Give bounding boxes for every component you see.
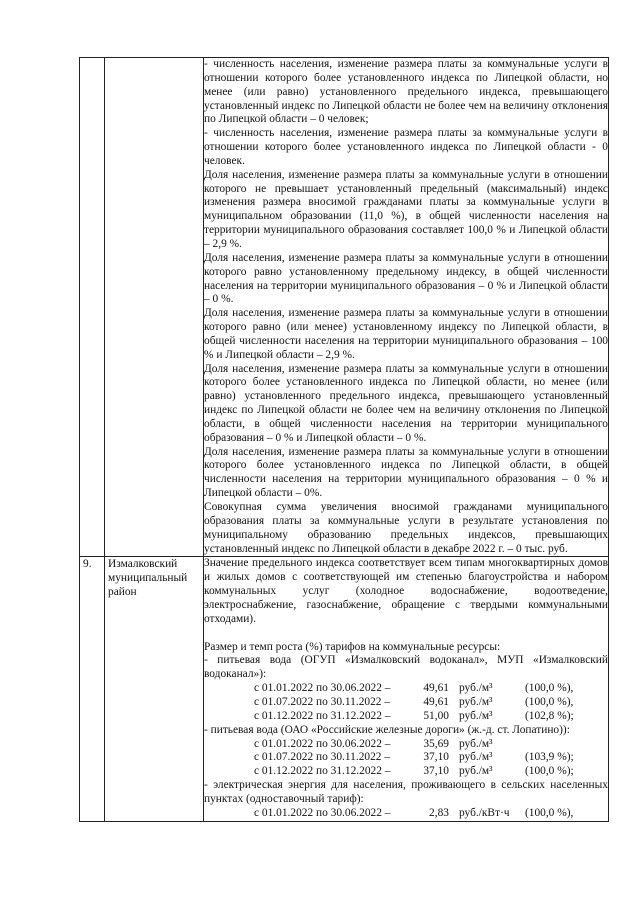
tariff-unit: руб./м³ bbox=[458, 695, 493, 708]
tariff-row bbox=[204, 807, 608, 821]
paragraph: - численность населения, изменение размера платы за коммунальные услуги в отношении которого более установленного индекса по Липецкой области, но менее (или равно) установленного предельного индекса, превышающего установленный индекс по Липецкой области не более чем на величину отклонения по Липецкой области – 0 человек; bbox=[204, 58, 608, 126]
tariff-value: 37,10 bbox=[423, 751, 449, 764]
tariff-value: 49,61 bbox=[423, 695, 449, 708]
tariff-value: 2,83 bbox=[429, 806, 449, 819]
paragraph: Доля населения, изменение размера платы за коммунальные услуги в отношении которого равно (или менее) установленному индексу по Липецкой области, в общей численности населения на территории муниципального образования – 100 % и Липецкой области – 2,9 %. bbox=[204, 307, 608, 361]
area-name-cell bbox=[105, 557, 204, 821]
tariff-growth: (100,0 %), bbox=[524, 682, 574, 695]
tariff-unit: руб./м³ bbox=[458, 765, 493, 778]
row-number-cell bbox=[80, 58, 105, 557]
paragraph: Доля населения, изменение размера платы за коммунальные услуги в отношении которого более установленного индекса по Липецкой области, в общей численности населения на территории муниципального образования – 0 % и Липецкой области – 0%. bbox=[204, 445, 608, 500]
tariff-period: с 01.01.2022 по 30.06.2022 – bbox=[254, 682, 391, 695]
tariff-row bbox=[204, 696, 608, 710]
tariff-group-title: - питьевая вода (ОАО «Российские железные дороги» (ж.-д. ст. Лопатино)): bbox=[204, 723, 570, 736]
tariff-period: с 01.07.2022 по 30.11.2022 – bbox=[254, 751, 391, 764]
area-name: Измалковский муниципальный район bbox=[108, 558, 188, 599]
tariff-period: с 01.07.2022 по 30.11.2022 – bbox=[254, 695, 391, 708]
paragraph: Доля населения, изменение размера платы за коммунальные услуги в отношении которого равно установленному предельному индексу, в общей численности населения на территории муниципального образования – 0 % и Липецкой области – 0 %. bbox=[204, 251, 608, 306]
paragraph: Доля населения, изменение размера платы за коммунальные услуги в отношении которого более установленного индекса по Липецкой области, но менее (или равно) установленного предельного индекса, превышающего установленный индекс по Липецкой области не более чем на величину отклонения по Липецкой области, в общей численности населения на территории муниципального образования – 0 % и Липецкой области – 0 %. bbox=[204, 362, 608, 444]
report-table bbox=[79, 57, 609, 822]
tariff-growth: (102,8 %); bbox=[524, 709, 574, 722]
row-number-cell bbox=[80, 557, 105, 821]
tariff-period: с 01.01.2022 по 30.06.2022 – bbox=[254, 806, 391, 819]
tariff-growth: (100,0 %), bbox=[524, 806, 574, 819]
area-name-cell bbox=[105, 58, 204, 557]
tariff-value: 49,61 bbox=[423, 682, 449, 695]
spacer bbox=[204, 627, 608, 641]
paragraph: - численность населения, изменение размера платы за коммунальные услуги в отношении которого более установленного индекса по Липецкой области - 0 человек. bbox=[204, 127, 608, 167]
tariff-row bbox=[204, 751, 608, 765]
paragraph: Совокупная сумма увеличения вносимой гражданами муниципального образования платы за коммунальные услуги в результате установления по муниципальному образованию предельных индексов, превышающих установленный индекс по Липецкой области в декабре 2022 г. – 0 тыс. руб. bbox=[204, 501, 608, 555]
tariff-row bbox=[204, 682, 608, 696]
tariffs-heading: Размер и темп роста (%) тарифов на коммунальные ресурсы: bbox=[204, 640, 501, 653]
tariff-unit: руб./м³ bbox=[458, 709, 493, 722]
tariff-row bbox=[204, 738, 608, 752]
tariff-unit: руб./м³ bbox=[458, 751, 493, 764]
tariff-growth: (100,0 %); bbox=[524, 765, 574, 778]
tariff-period: с 01.12.2022 по 31.12.2022 – bbox=[254, 765, 391, 778]
row-number: 9. bbox=[83, 558, 92, 571]
tariff-row bbox=[204, 765, 608, 779]
tariff-period: с 01.12.2022 по 31.12.2022 – bbox=[254, 709, 391, 722]
tariff-unit: руб./м³ bbox=[458, 737, 493, 750]
table-row-9 bbox=[80, 557, 609, 821]
tariff-value: 37,10 bbox=[423, 765, 449, 778]
tariff-unit: руб./кВт·ч bbox=[458, 806, 510, 819]
tariff-value: 51,00 bbox=[423, 709, 449, 722]
row-content-cell bbox=[204, 557, 609, 821]
tariff-growth: (100,0 %), bbox=[524, 695, 574, 708]
tariff-period: с 01.01.2022 по 30.06.2022 – bbox=[254, 737, 391, 750]
tariff-value: 35,69 bbox=[423, 737, 449, 750]
tariff-group-title: - электрическая энергия для населения, проживающего в сельских населенных пунктах (одноставочный тариф): bbox=[204, 779, 608, 805]
tariff-growth bbox=[515, 738, 608, 752]
tariff-row bbox=[204, 710, 608, 724]
paragraph: Доля населения, изменение размера платы за коммунальные услуги в отношении которого не превышает установленный предельный (максимальный) индекс изменения размера вносимой гражданами платы за коммунальные услуги в муниципальном образовании (11,0 %), в общей численности населения на территории муниципального образования составляет 100,0 % и Липецкой области – 2,9 %. bbox=[204, 168, 608, 250]
table-row-8 bbox=[80, 58, 609, 557]
tariff-growth: (103,9 %); bbox=[524, 751, 574, 764]
tariff-unit: руб./м³ bbox=[458, 682, 493, 695]
intro-paragraph: Значение предельного индекса соответствует всем типам многоквартирных домов и жилых домов с соответствующей им степенью благоустройства и набором коммунальных услуг (холодное водоснабжение, водоотведение, электроснабжение, газоснабжение, обращение с твердыми коммунальными отходами). bbox=[204, 557, 608, 625]
row-content-cell bbox=[204, 58, 609, 557]
tariff-group-title: - питьевая вода (ОГУП «Измалковский водоканал», МУП «Измалковский водоканал»): bbox=[204, 654, 608, 681]
